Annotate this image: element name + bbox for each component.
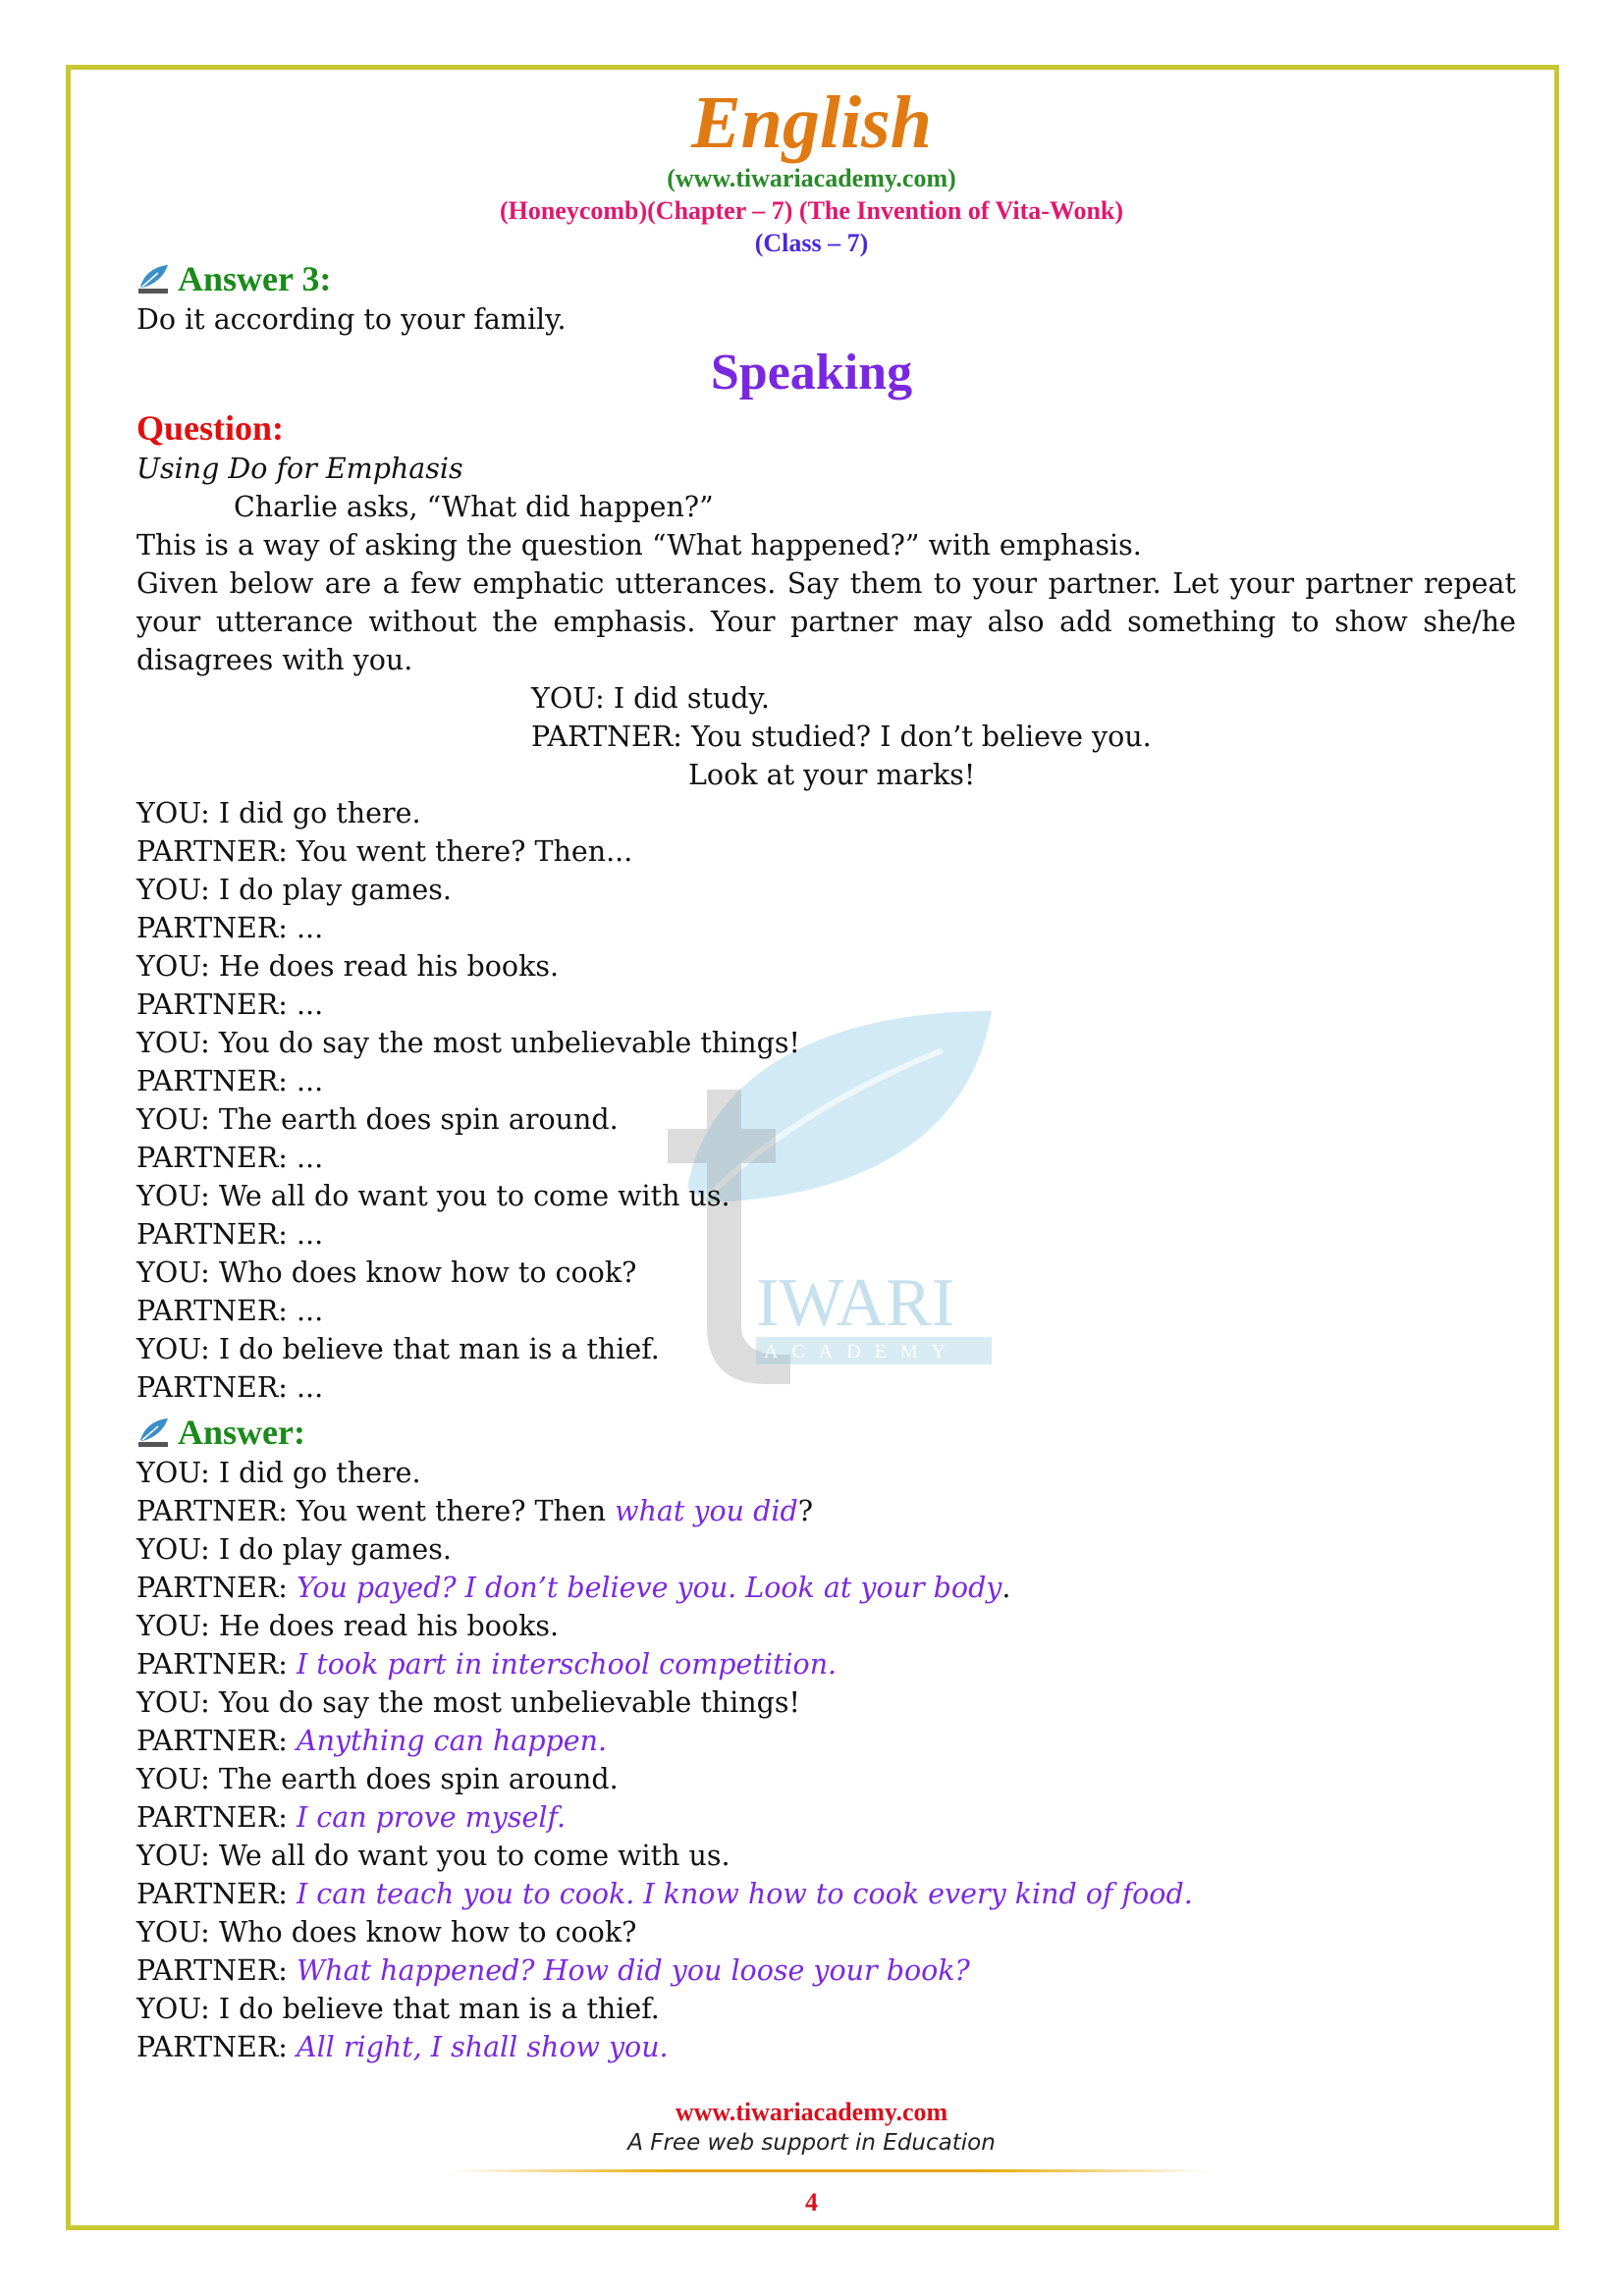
dialogue-line: YOU: You do say the most unbelievable things! — [136, 1027, 800, 1059]
header-class: (Class – 7) — [754, 229, 869, 257]
answer-partner-line — [136, 1645, 1516, 1683]
dialogue-line: YOU: I do play games. — [136, 874, 452, 906]
partner-suffix: ? — [797, 1495, 813, 1527]
question-explain: This is a way of asking the question “What happened?” with emphasis. — [136, 529, 1142, 561]
page-title: English — [690, 81, 933, 164]
answer-partner-line — [136, 1569, 1516, 1607]
answer3-heading-label: Answer 3: — [178, 259, 332, 298]
partner-label: PARTNER: — [136, 1801, 288, 1834]
answer-partner-line — [136, 1492, 1516, 1530]
partner-response: You payed? I don’t believe you. Look at your body — [296, 1572, 1002, 1604]
watermark-main-text: IWARI — [756, 1265, 955, 1341]
dialogue-line: PARTNER: ... — [136, 1142, 324, 1174]
example-partner: PARTNER: You studied? I don’t believe you. — [531, 721, 1152, 753]
partner-response: I can teach you to cook. I know how to cook every kind of food. — [296, 1878, 1193, 1910]
partner-label: PARTNER: — [136, 1725, 288, 1757]
watermark-sub-text: ACADEMY — [764, 1341, 960, 1362]
partner-response: Anything can happen. — [296, 1725, 608, 1757]
tiwari-quill-icon — [136, 1416, 170, 1448]
answer-you-line: YOU: The earth does spin around. — [136, 1763, 619, 1795]
answer-you-line: YOU: I did go there. — [136, 1457, 421, 1489]
question-quote: Charlie asks, “What did happen?” — [234, 491, 714, 523]
dialogue-line: PARTNER: ... — [136, 1065, 324, 1097]
example-partner-cont: Look at your marks! — [688, 759, 976, 791]
answer-heading-label: Answer: — [178, 1413, 305, 1452]
footer-site-link[interactable]: www.tiwariacademy.com — [675, 2098, 948, 2126]
answer-partner-line — [136, 1951, 1516, 1990]
header-chapter: (Honeycomb)(Chapter – 7) (The Invention of Vita-Wonk) — [499, 196, 1124, 225]
dialogue-line: YOU: I did go there. — [136, 797, 421, 829]
answer-you-line: YOU: Who does know how to cook? — [136, 1916, 637, 1949]
partner-label: PARTNER: — [136, 1878, 288, 1910]
answer-you-line: YOU: You do say the most unbelievable things! — [136, 1686, 800, 1719]
answer3-heading — [136, 257, 1516, 300]
question-instructions: Given below are a few emphatic utterances. Say them to your partner. Let your partner repeat your utterance without the emphasis. Your partner may also add something to show she/he disagrees with you. — [136, 567, 1516, 676]
dialogue-line: PARTNER: ... — [136, 1295, 324, 1327]
dialogue-line: YOU: Who does know how to cook? — [136, 1256, 637, 1289]
partner-response: I took part in interschool competition. — [296, 1648, 838, 1681]
dialogue-line: PARTNER: You went there? Then... — [136, 835, 633, 868]
question-subheading: Using Do for Emphasis — [136, 453, 463, 485]
answer-partner-line — [136, 1722, 1516, 1760]
partner-label: PARTNER: — [136, 1648, 288, 1681]
question-dialogue — [136, 794, 1516, 1407]
footer-divider — [452, 2169, 1208, 2172]
answer3-text: Do it according to your family. — [136, 303, 567, 336]
dialogue-line: YOU: He does read his books. — [136, 950, 560, 983]
header-site: (www.tiwariacademy.com) — [667, 164, 956, 192]
dialogue-line: YOU: We all do want you to come with us. — [136, 1180, 730, 1212]
partner-response: What happened? How did you loose your book? — [296, 1954, 970, 1987]
answer-partner-line — [136, 2028, 1516, 2066]
partner-prefix: You went there? Then — [296, 1495, 616, 1527]
answer-partner-line — [136, 1798, 1516, 1837]
answer-partner-line — [136, 1875, 1516, 1913]
tiwari-quill-icon — [136, 263, 170, 294]
answer-you-line: YOU: We all do want you to come with us. — [136, 1840, 730, 1872]
partner-label: PARTNER: — [136, 1954, 288, 1987]
partner-response: All right, I shall show you. — [296, 2031, 669, 2063]
answer3-section — [136, 257, 1516, 339]
partner-suffix: . — [1001, 1572, 1011, 1604]
partner-response: what you did — [615, 1495, 798, 1527]
answer-section — [136, 1411, 1516, 2066]
footer-tagline: A Free web support in Education — [627, 2130, 996, 2156]
dialogue-line: YOU: I do believe that man is a thief. — [136, 1333, 660, 1365]
answer-you-line: YOU: I do play games. — [136, 1533, 452, 1566]
section-title-speaking: Speaking — [710, 345, 913, 400]
example-you: YOU: I did study. — [531, 682, 770, 715]
answer-you-line: YOU: He does read his books. — [136, 1610, 560, 1642]
question-heading: Question: — [136, 408, 285, 448]
partner-response: I can prove myself. — [296, 1801, 567, 1834]
dialogue-line: PARTNER: ... — [136, 1371, 324, 1404]
question-section — [136, 406, 1516, 1407]
partner-label: PARTNER: — [136, 1495, 288, 1527]
dialogue-line: PARTNER: ... — [136, 988, 324, 1021]
partner-label: PARTNER: — [136, 1572, 288, 1604]
answer-you-line: YOU: I do believe that man is a thief. — [136, 1993, 660, 2025]
partner-label: PARTNER: — [136, 2031, 288, 2063]
dialogue-line: YOU: The earth does spin around. — [136, 1103, 619, 1136]
dialogue-line: PARTNER: ... — [136, 1218, 324, 1251]
answer-heading — [136, 1411, 1516, 1454]
page-number: 4 — [805, 2188, 818, 2216]
dialogue-line: PARTNER: ... — [136, 912, 324, 944]
